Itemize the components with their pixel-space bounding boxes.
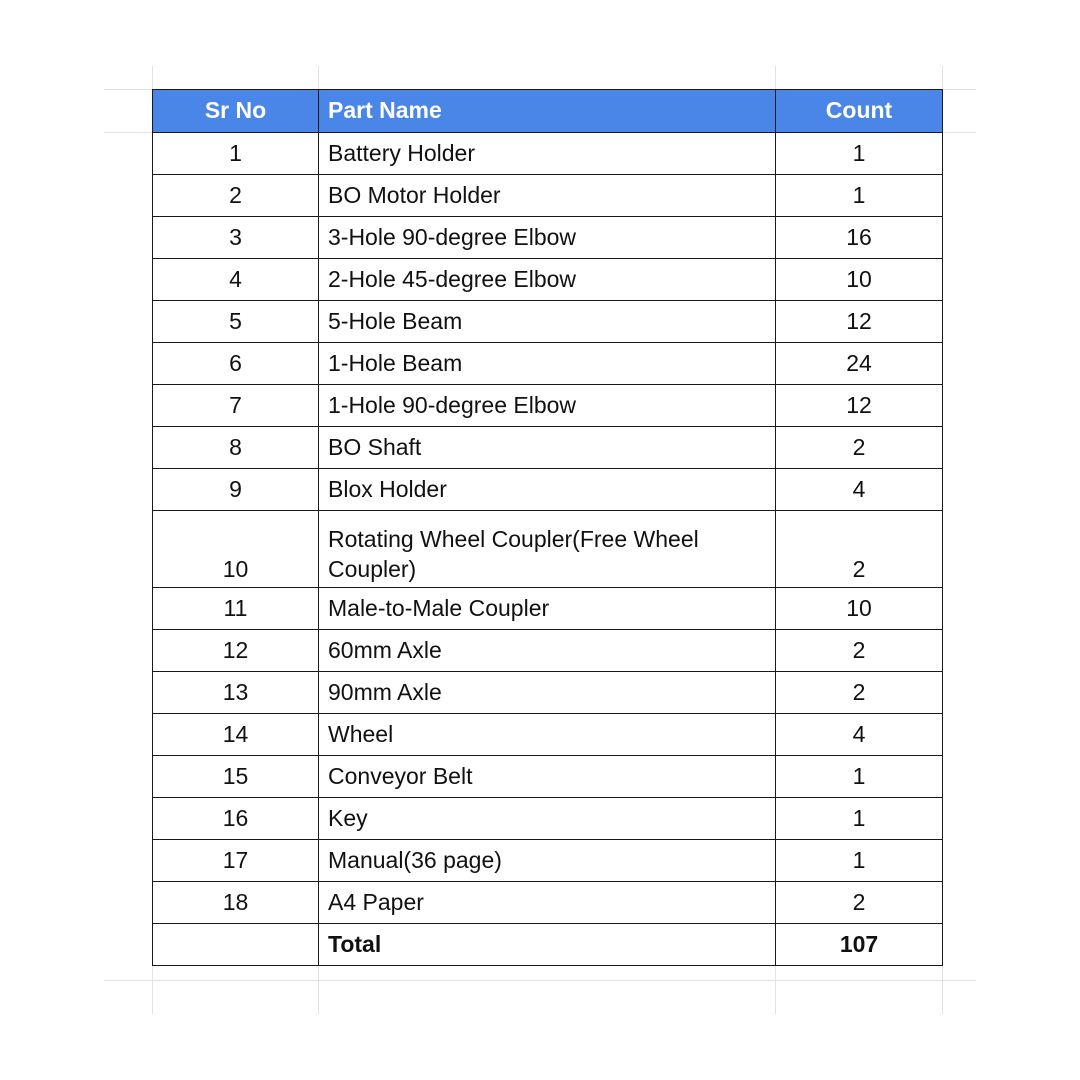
cell-part-name[interactable]: Key	[319, 798, 776, 840]
cell-sr-no[interactable]: 5	[153, 301, 319, 343]
cell-sr-no[interactable]: 1	[153, 133, 319, 175]
table-row	[153, 672, 943, 714]
cell-count[interactable]: 4	[776, 714, 943, 756]
cell-sr-no[interactable]: 11	[153, 588, 319, 630]
cell-count[interactable]: 1	[776, 798, 943, 840]
cell-part-name[interactable]: 2-Hole 45-degree Elbow	[319, 259, 776, 301]
cell-part-name[interactable]: 3-Hole 90-degree Elbow	[319, 217, 776, 259]
table-row	[153, 343, 943, 385]
cell-count[interactable]: 1	[776, 175, 943, 217]
cell-sr-no[interactable]: 17	[153, 840, 319, 882]
table-row	[153, 259, 943, 301]
cell-count[interactable]: 2	[776, 630, 943, 672]
cell-part-name[interactable]: Blox Holder	[319, 469, 776, 511]
table-row	[153, 798, 943, 840]
cell-sr-no[interactable]: 18	[153, 882, 319, 924]
cell-count[interactable]: 24	[776, 343, 943, 385]
cell-part-name[interactable]: Rotating Wheel Coupler(Free Wheel Coupler)	[319, 511, 776, 588]
cell-sr-no[interactable]: 10	[153, 511, 319, 588]
cell-sr-no[interactable]: 9	[153, 469, 319, 511]
cell-count[interactable]: 1	[776, 133, 943, 175]
cell-count[interactable]: 2	[776, 882, 943, 924]
table-row	[153, 133, 943, 175]
cell-sr-no[interactable]: 12	[153, 630, 319, 672]
cell-count[interactable]: 12	[776, 385, 943, 427]
cell-part-name[interactable]: BO Shaft	[319, 427, 776, 469]
total-row	[153, 924, 943, 966]
table-row	[153, 511, 943, 588]
cell-empty[interactable]	[153, 924, 319, 966]
cell-count[interactable]: 1	[776, 756, 943, 798]
header-row	[153, 90, 943, 133]
table-row	[153, 882, 943, 924]
total-label[interactable]: Total	[319, 924, 776, 966]
cell-count[interactable]: 4	[776, 469, 943, 511]
cell-count[interactable]: 2	[776, 427, 943, 469]
table-row	[153, 175, 943, 217]
cell-part-name[interactable]: 60mm Axle	[319, 630, 776, 672]
cell-part-name[interactable]: BO Motor Holder	[319, 175, 776, 217]
table-row	[153, 630, 943, 672]
header-sr-no[interactable]: Sr No	[153, 90, 319, 133]
cell-count[interactable]: 12	[776, 301, 943, 343]
cell-count[interactable]: 16	[776, 217, 943, 259]
cell-part-name[interactable]: Male-to-Male Coupler	[319, 588, 776, 630]
cell-sr-no[interactable]: 14	[153, 714, 319, 756]
parts-table	[152, 89, 943, 966]
cell-count[interactable]: 2	[776, 672, 943, 714]
table-row	[153, 385, 943, 427]
cell-sr-no[interactable]: 6	[153, 343, 319, 385]
table-row	[153, 756, 943, 798]
cell-part-name[interactable]: 5-Hole Beam	[319, 301, 776, 343]
cell-part-name[interactable]: Manual(36 page)	[319, 840, 776, 882]
cell-sr-no[interactable]: 15	[153, 756, 319, 798]
cell-count[interactable]: 1	[776, 840, 943, 882]
total-count[interactable]: 107	[776, 924, 943, 966]
table-row	[153, 714, 943, 756]
table-row	[153, 217, 943, 259]
cell-count[interactable]: 2	[776, 511, 943, 588]
table-row	[153, 588, 943, 630]
cell-part-name[interactable]: Conveyor Belt	[319, 756, 776, 798]
cell-sr-no[interactable]: 4	[153, 259, 319, 301]
cell-part-name[interactable]: 90mm Axle	[319, 672, 776, 714]
cell-sr-no[interactable]: 7	[153, 385, 319, 427]
table-row	[153, 301, 943, 343]
gridline	[104, 980, 976, 981]
cell-part-name[interactable]: A4 Paper	[319, 882, 776, 924]
cell-count[interactable]: 10	[776, 259, 943, 301]
cell-sr-no[interactable]: 16	[153, 798, 319, 840]
cell-sr-no[interactable]: 2	[153, 175, 319, 217]
cell-part-name[interactable]: Wheel	[319, 714, 776, 756]
table-row	[153, 427, 943, 469]
table-row	[153, 840, 943, 882]
header-count[interactable]: Count	[776, 90, 943, 133]
cell-sr-no[interactable]: 3	[153, 217, 319, 259]
cell-sr-no[interactable]: 8	[153, 427, 319, 469]
header-part-name[interactable]: Part Name	[319, 90, 776, 133]
table-row	[153, 469, 943, 511]
cell-part-name[interactable]: 1-Hole 90-degree Elbow	[319, 385, 776, 427]
cell-sr-no[interactable]: 13	[153, 672, 319, 714]
cell-part-name[interactable]: Battery Holder	[319, 133, 776, 175]
cell-part-name[interactable]: 1-Hole Beam	[319, 343, 776, 385]
cell-count[interactable]: 10	[776, 588, 943, 630]
